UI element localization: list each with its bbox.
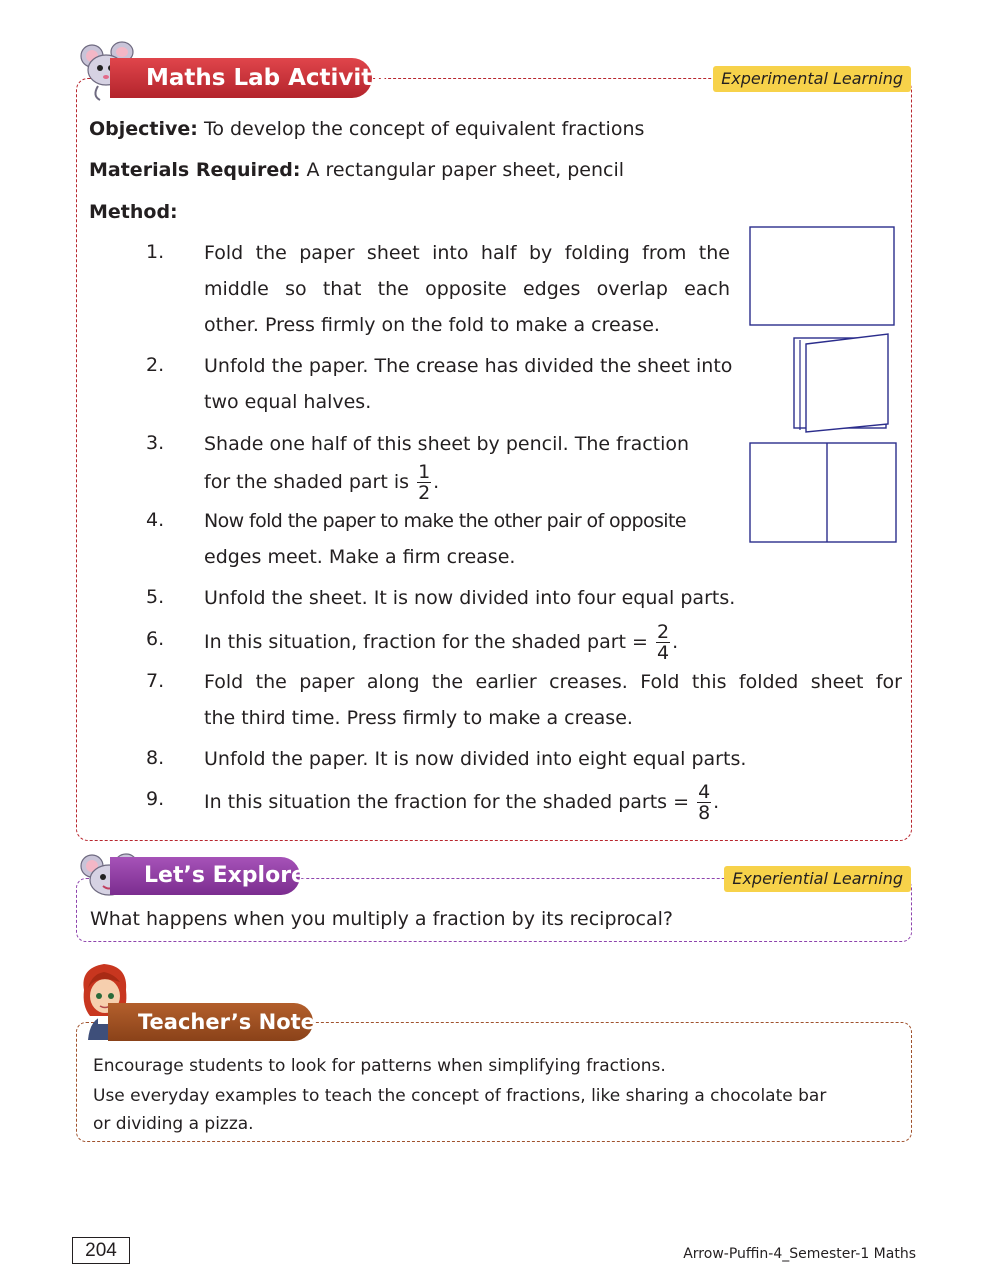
step-9: In this situation the fraction for the shaded parts = $\frac{4}{8}$ . <box>204 781 720 824</box>
step-number: 2. <box>146 354 165 376</box>
step-number: 1. <box>146 241 165 263</box>
materials-line <box>89 158 624 182</box>
step-3: Shade one half of this sheet by pencil. The fraction for the shaded part is $\frac{1}{2}$ . <box>204 433 690 504</box>
explore-question: What happens when you multiply a fraction by its reciprocal? <box>90 908 673 930</box>
step-7: Fold the paper along the earlier creases. Fold this folded sheet for the third time. Press firmly to make a crease. <box>204 671 902 729</box>
materials-text: A rectangular paper sheet, pencil <box>306 159 625 181</box>
step-1: Fold the paper sheet into half by folding from the middle so that the opposite edges overlap each other. Press firmly on the fold to make a crease. <box>204 242 730 336</box>
experiential-learning-tag: Experiential Learning <box>724 866 911 892</box>
paper-sheet-diagram <box>749 226 895 326</box>
step-number: 9. <box>146 788 165 810</box>
halved-sheet-diagram <box>749 442 897 543</box>
lets-explore-heading: Let’s Explore <box>110 857 300 895</box>
experimental-learning-tag: Experimental Learning <box>713 66 911 92</box>
teachers-note-line: Use everyday examples to teach the concept of fractions, like sharing a chocolate bar <box>93 1086 827 1106</box>
teachers-note-heading: Teacher’s Note <box>108 1003 313 1041</box>
objective-line <box>89 117 644 141</box>
step-6: In this situation, fraction for the shaded part = $\frac{2}{4}$ . <box>204 621 679 664</box>
lab-activity-heading: Maths Lab Activity <box>110 58 372 98</box>
fraction-four-eighths: $\frac{4}{8}$ <box>698 781 711 824</box>
folded-sheet-diagram <box>792 332 890 434</box>
step-number: 7. <box>146 670 165 692</box>
step-4: Now fold the paper to make the other pair of opposite edges meet. Make a firm crease. <box>204 510 686 568</box>
page-number: 204 <box>72 1237 130 1264</box>
step-number: 8. <box>146 747 165 769</box>
teachers-note-text <box>93 1050 826 1138</box>
step-number: 6. <box>146 628 165 650</box>
step-2: Unfold the paper. The crease has divided the sheet into two equal halves. <box>204 355 733 413</box>
step-number: 4. <box>146 509 165 531</box>
objective-text: To develop the concept of equivalent fractions <box>203 118 645 140</box>
materials-label: Materials Required: <box>89 159 301 181</box>
step-number: 3. <box>146 432 165 454</box>
teachers-note-line: Encourage students to look for patterns when simplifying fractions. <box>93 1056 666 1076</box>
fraction-two-fourths: $\frac{2}{4}$ <box>657 621 670 664</box>
step-8: Unfold the paper. It is now divided into eight equal parts. <box>204 748 747 770</box>
book-title: Arrow-Puffin-4_Semester-1 Maths <box>683 1246 916 1262</box>
teachers-note-line: or dividing a pizza. <box>93 1114 254 1134</box>
method-label: Method: <box>89 201 178 223</box>
objective-label: Objective: <box>89 118 198 140</box>
step-number: 5. <box>146 586 165 608</box>
step-5: Unfold the sheet. It is now divided into four equal parts. <box>204 587 736 609</box>
fraction-one-half: $\frac{1}{2}$ <box>418 461 431 504</box>
